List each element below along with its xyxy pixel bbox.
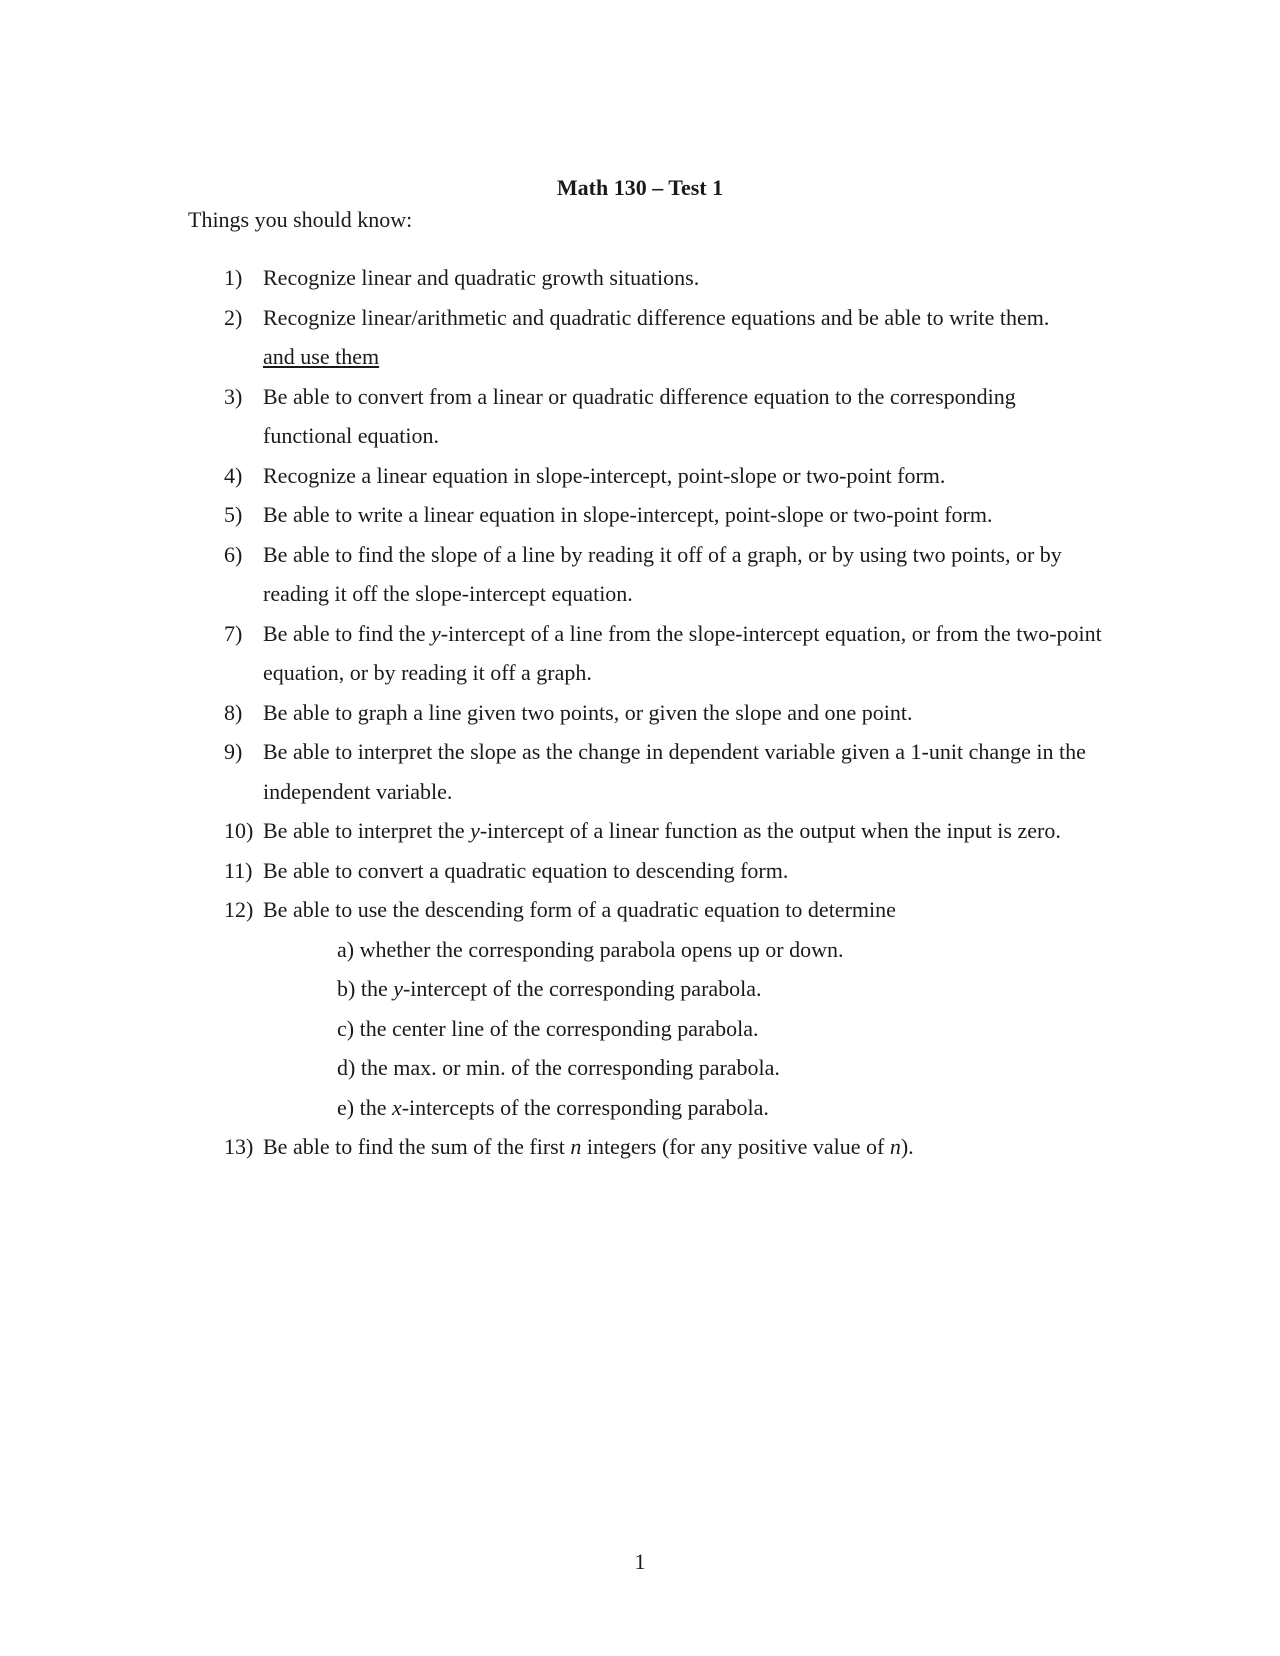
item-text: Be able to interpret the (263, 818, 471, 843)
item-text-block (263, 614, 1104, 693)
sub-list-item (224, 930, 1104, 970)
sub-item-text: e) the (337, 1094, 392, 1120)
item-text: Be able to find the (263, 620, 432, 646)
item-number: 9) (224, 739, 243, 764)
sub-item-text: d) the max. or min. of the corresponding parabola. (337, 1055, 780, 1080)
list-item (224, 456, 1104, 496)
list-item (224, 377, 1104, 456)
item-number: 3) (224, 383, 243, 409)
item-text: -intercept of a linear function as the output when the input is zero. (479, 818, 1061, 843)
variable-y: y (470, 818, 480, 843)
list-item (224, 851, 1104, 891)
list-item (224, 732, 1104, 811)
item-text: Be able to write a linear equation in slope-intercept, point-slope or two-point form. (263, 502, 993, 527)
item-number: 6) (224, 541, 243, 567)
item-number: 5) (224, 502, 243, 527)
intro-text: Things you should know: (188, 207, 413, 232)
item-text: Be able to graph a line given two points, or given the slope and one point. (263, 699, 913, 725)
item-text: Be able to find the slope of a line by reading it off of a graph, or by using two points, or by reading it off the slope-intercept equation. (263, 541, 1062, 606)
sub-list-item (224, 1088, 1104, 1128)
variable-y: y (431, 620, 441, 646)
list-item (224, 1127, 1104, 1167)
list-item (224, 258, 1104, 298)
sub-item-text: -intercept of the corresponding parabola. (402, 976, 762, 1001)
underlined-note: and use them (263, 344, 380, 369)
item-text: Be able to convert a quadratic equation to descending form. (263, 857, 789, 883)
sub-list-item (224, 1009, 1104, 1049)
item-text: Be able to interpret the slope as the change in dependent variable given a 1-unit change in the independent variable. (263, 739, 1086, 804)
item-text: Recognize a linear equation in slope-intercept, point-slope or two-point form. (263, 462, 946, 488)
item-text: -intercept of a line from the slope-intercept equation, or from the two-point equation, or by reading it off a graph. (263, 620, 1102, 685)
sub-item-text: a) whether the corresponding parabola opens up or down. (337, 936, 844, 962)
knowledge-list (224, 258, 1104, 1167)
item-text-block (263, 298, 1104, 377)
item-text-block (263, 1127, 1104, 1167)
sub-item-text: b) the (337, 976, 394, 1001)
item-text: integers (for any positive value of (581, 1134, 890, 1159)
list-item (224, 693, 1104, 733)
item-text: Be able to convert from a linear or quadratic difference equation to the corresponding functional equation. (263, 383, 1016, 448)
item-text: Be able to find the sum of the first (263, 1134, 571, 1159)
item-number: 12) (224, 897, 254, 922)
list-item (224, 535, 1104, 614)
item-number: 8) (224, 699, 243, 725)
item-number: 13) (224, 1134, 254, 1159)
variable-y: y (393, 976, 403, 1001)
item-number: 11) (224, 857, 253, 883)
item-number: 10) (224, 818, 254, 843)
sub-list-item (224, 969, 1104, 1009)
page-number: 1 (634, 1549, 646, 1574)
item-number: 1) (224, 265, 243, 290)
list-item (224, 614, 1104, 693)
item-number: 7) (224, 620, 243, 646)
variable-n: n (889, 1134, 901, 1159)
list-item (224, 811, 1104, 851)
sub-list-item (224, 1048, 1104, 1088)
item-text-block (263, 811, 1104, 851)
item-number: 4) (224, 462, 243, 488)
variable-n: n (570, 1134, 582, 1159)
list-item (224, 890, 1104, 930)
item-text: Recognize linear/arithmetic and quadratic difference equations and be able to write them. (263, 304, 1050, 330)
item-text: ). (900, 1134, 914, 1159)
sub-item-text: c) the center line of the corresponding parabola. (337, 1015, 759, 1041)
item-text: Be able to use the descending form of a quadratic equation to determine (263, 897, 896, 922)
page-title: Math 130 – Test 1 (556, 175, 724, 200)
list-item (224, 298, 1104, 377)
list-item (224, 495, 1104, 535)
variable-x: x (391, 1094, 402, 1120)
item-number: 2) (224, 304, 243, 330)
item-text: Recognize linear and quadratic growth situations. (263, 265, 700, 290)
sub-item-text: -intercepts of the corresponding parabola. (401, 1094, 769, 1120)
